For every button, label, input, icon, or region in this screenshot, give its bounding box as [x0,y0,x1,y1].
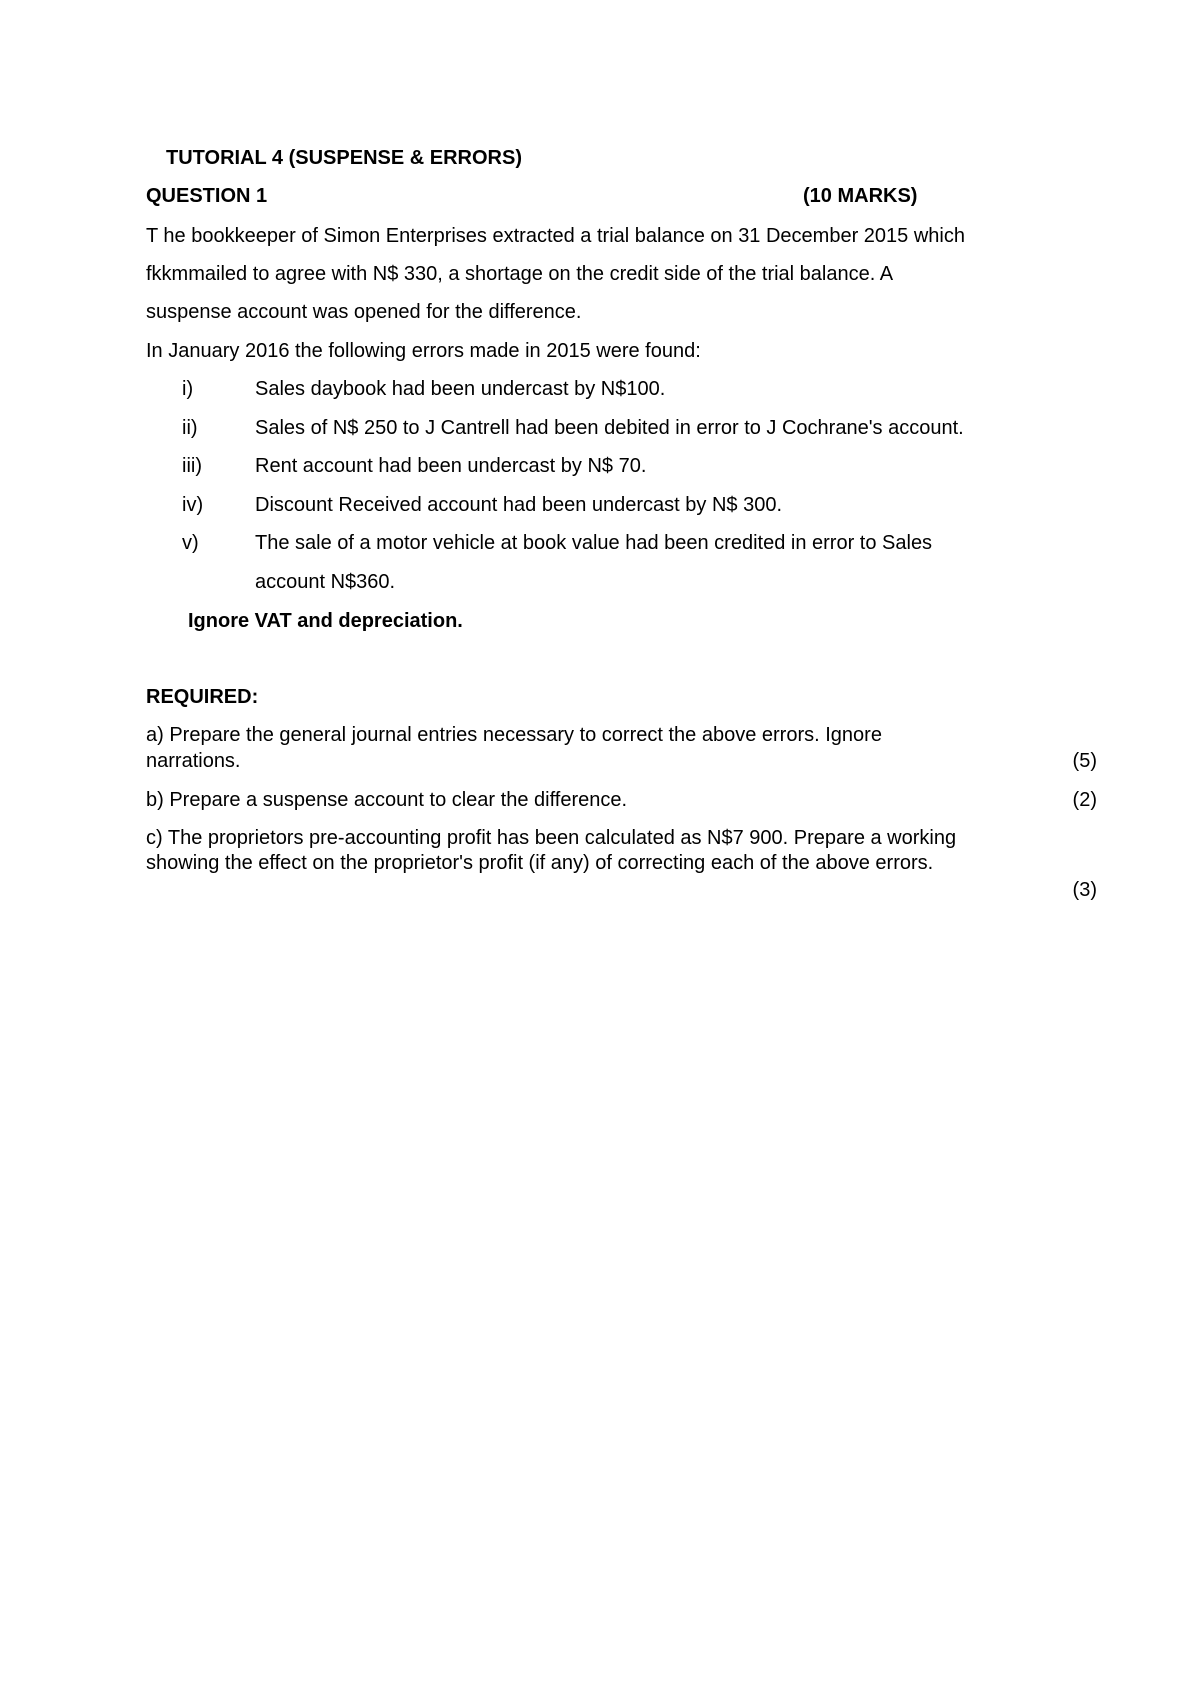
error-number: iii) [182,455,202,477]
requirement-line: a) Prepare the general journal entries necessary to correct the above errors. Ignore [146,724,882,746]
ignore-note: Ignore VAT and depreciation. [188,610,463,632]
requirement-line: b) Prepare a suspense account to clear the difference. [146,789,628,811]
requirement-marks: (3) [1072,879,1097,901]
requirement-line: narrations. [146,750,241,772]
required-heading: REQUIRED: [146,686,259,708]
requirement-marks: (5) [1072,750,1097,772]
question-marks: (10 MARKS) [803,185,918,207]
error-text: Rent account had been undercast by N$ 70. [255,455,647,477]
error-number: v) [182,532,199,554]
error-text: The sale of a motor vehicle at book value had been credited in error to Sales [255,532,933,554]
intro-line-2: fkkmmailed to agree with N$ 330, a shortage on the credit side of the trial balance. A [146,263,894,285]
error-number: ii) [182,417,198,439]
error-text-continued: account N$360. [255,571,396,593]
question-heading: QUESTION 1 [146,185,268,207]
intro-line-1: T he bookkeeper of Simon Enterprises extracted a trial balance on 31 December 2015 which [146,225,965,247]
error-text: Sales of N$ 250 to J Cantrell had been debited in error to J Cochrane's account. [255,417,964,439]
intro-line-3: suspense account was opened for the difference. [146,301,582,323]
error-number: iv) [182,494,204,516]
tutorial-title: TUTORIAL 4 (SUSPENSE & ERRORS) [166,147,522,169]
error-text: Discount Received account had been undercast by N$ 300. [255,494,783,516]
error-text: Sales daybook had been undercast by N$100. [255,378,666,400]
requirement-marks: (2) [1072,789,1097,811]
requirement-line: c) The proprietors pre-accounting profit has been calculated as N$7 900. Prepare a working [146,827,957,849]
requirement-line: showing the effect on the proprietor's profit (if any) of correcting each of the above errors. [146,852,934,874]
errors-intro: In January 2016 the following errors made in 2015 were found: [146,340,701,362]
error-number: i) [182,378,194,400]
